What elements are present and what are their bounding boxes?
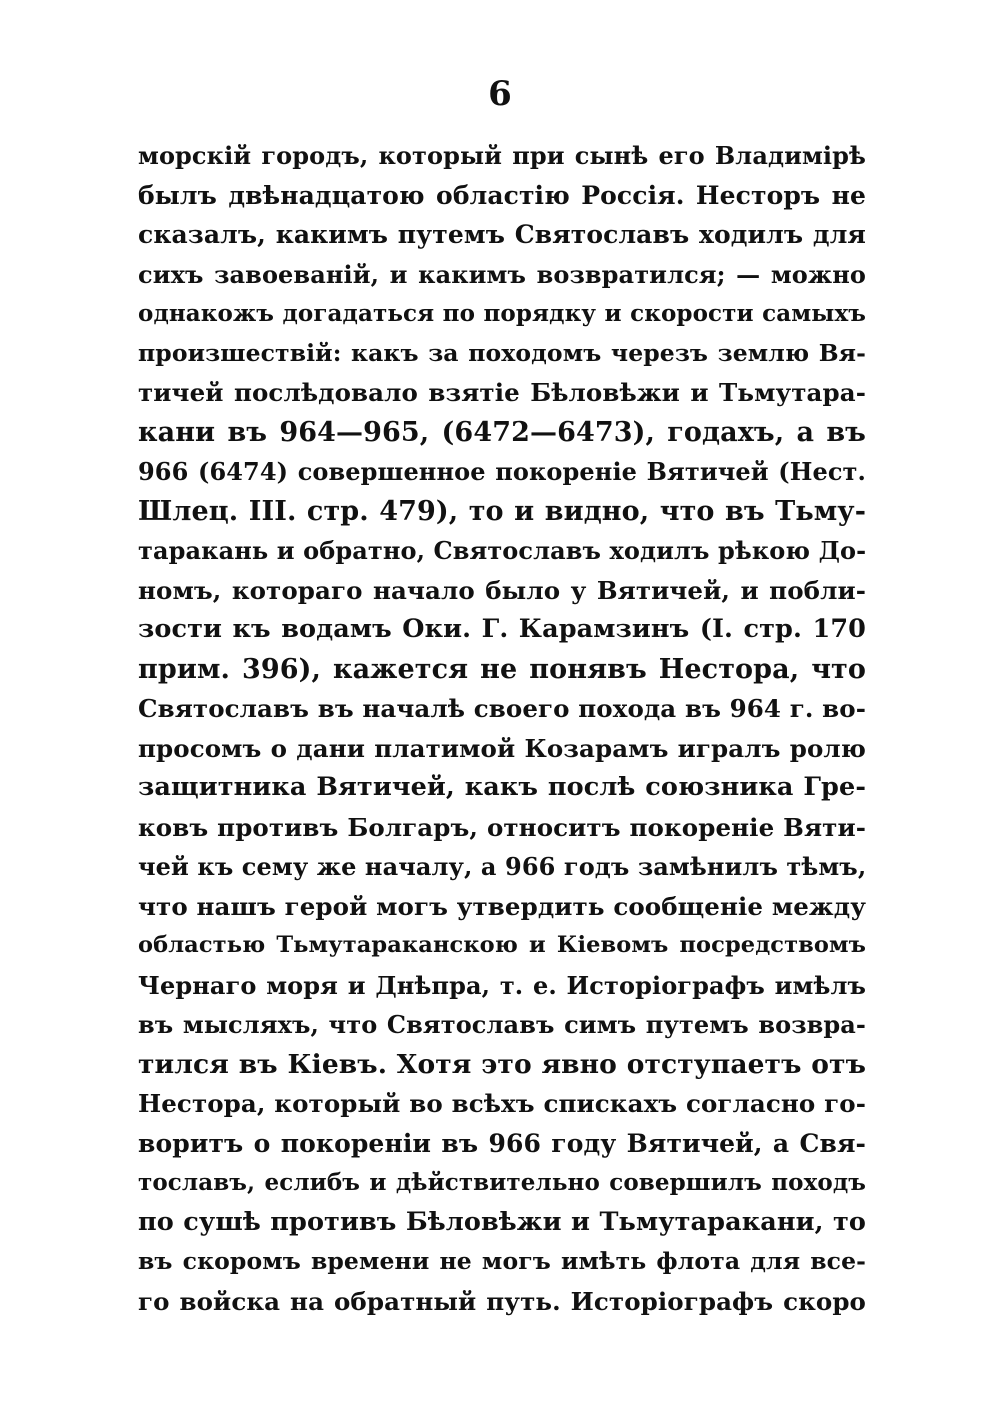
text-line: Чернаго моря и Днѣпра, т. е. Исторіографъ имѣлъ xyxy=(138,970,866,1000)
text-line: областью Тьмутараканскою и Кіевомъ посредствомъ xyxy=(138,932,866,958)
text-line: произшествій: какъ за походомъ черезъ землю Вя- xyxy=(138,338,866,367)
page-number: 6 xyxy=(488,74,512,114)
text-line: сказалъ, какимъ путемъ Святославъ ходилъ для xyxy=(138,220,866,249)
text-line: сихъ завоеваній, и какимъ возвратился; — можно xyxy=(138,259,866,289)
text-line: таракань и обратно, Святославъ ходилъ рѣкою До- xyxy=(138,536,866,565)
text-line: кани въ 964—965, (6472—6473), годахъ, а въ xyxy=(138,416,866,448)
text-line: въ мысляхъ, что Святославъ симъ путемъ возвра- xyxy=(138,1010,866,1039)
text-line: защитника Вятичей, какъ послѣ союзника Гре- xyxy=(138,772,866,802)
text-line: зости къ водамъ Оки. Г. Карамзинъ (I. стр. 170 xyxy=(138,614,866,644)
text-line: прим. 396), кажется не понявъ Нестора, что xyxy=(138,653,866,685)
text-line: Шлец. III. стр. 479), то и видно, что въ Тьму- xyxy=(138,495,866,527)
text-line: тичей послѣдовало взятіе Бѣловѣжи и Тьмутара- xyxy=(138,378,866,407)
text-line: тился въ Кіевъ. Хотя это явно отступаетъ отъ xyxy=(138,1048,866,1080)
text-line: морскій городъ, который при сынѣ его Владимірѣ xyxy=(138,141,866,170)
text-line: по сушѣ противъ Бѣловѣжи и Тьмутаракани, то xyxy=(138,1206,866,1237)
text-line: что нашъ герой могъ утвердить сообщеніе между xyxy=(138,891,866,921)
text-line: тославъ, еслибъ и дѣйствительно совершилъ походъ xyxy=(138,1169,866,1196)
text-line: ковъ противъ Болгаръ, относитъ покореніе Вяти- xyxy=(138,812,866,842)
text-line: однакожъ догадаться по порядку и скорости самыхъ xyxy=(138,300,866,327)
text-line: былъ двѣнадцатою областію Россія. Несторъ не xyxy=(138,180,866,210)
text-line: номъ, котораго начало было у Вятичей, и побли- xyxy=(138,575,866,605)
text-line: воритъ о покореніи въ 966 году Вятичей, а Свя- xyxy=(138,1128,866,1158)
text-line: 966 (6474) совершенное покореніе Вятичей (Нест. xyxy=(138,457,866,486)
text-line: просомъ о дани платимой Козарамъ игралъ ролю xyxy=(138,733,866,763)
text-line: Святославъ въ началѣ своего похода въ 964 г. во- xyxy=(138,694,866,723)
text-line: въ скоромъ времени не могъ имѣть флота для все- xyxy=(138,1247,866,1275)
text-body xyxy=(138,136,866,1321)
text-line: чей къ сему же началу, а 966 годъ замѣнилъ тѣмъ, xyxy=(138,852,866,881)
text-line: го войска на обратный путь. Исторіографъ скоро xyxy=(138,1286,866,1316)
text-line: Нестора, который во всѣхъ спискахъ согласно го- xyxy=(138,1089,866,1118)
